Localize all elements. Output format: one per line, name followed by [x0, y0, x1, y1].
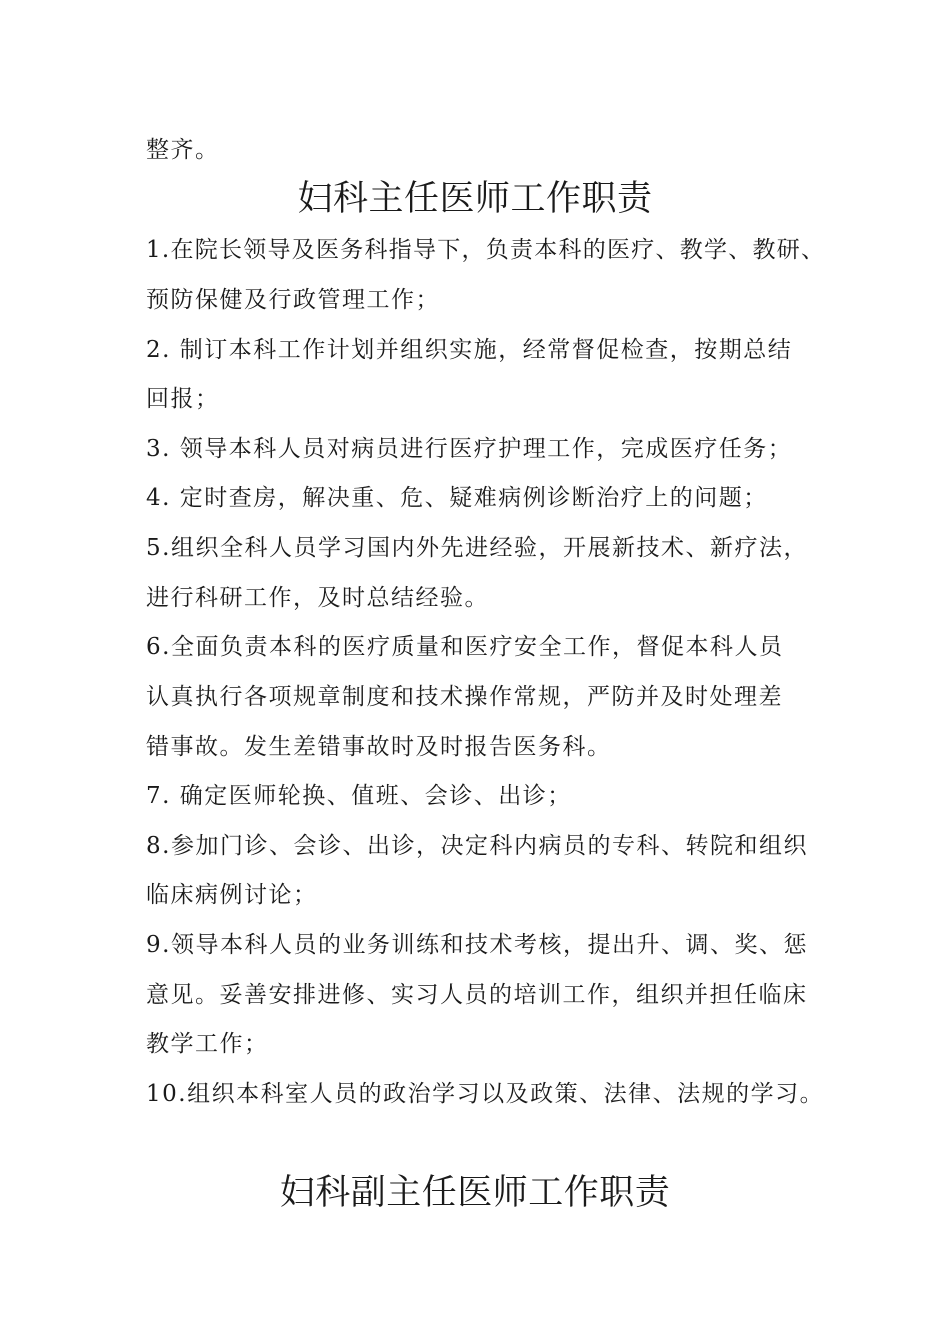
duty-line: 预防保健及行政管理工作； [146, 287, 440, 313]
duty-line: 错事故。发生差错事故时及时报告医务科。 [146, 734, 612, 760]
leading-fragment: 整齐。 [146, 137, 220, 163]
duty-line: 进行科研工作，及时总结经验。 [146, 585, 489, 611]
duty-line: 4. 定时查房，解决重、危、疑难病例诊断治疗上的问题； [146, 485, 768, 511]
duty-line: 回报； [146, 386, 220, 412]
duty-line: 认真执行各项规章制度和技术操作常规，严防并及时处理差 [146, 684, 783, 710]
duty-line: 10.组织本科室人员的政治学习以及政策、法律、法规的学习。 [146, 1081, 825, 1107]
duty-line: 7. 确定医师轮换、值班、会诊、出诊； [146, 783, 572, 809]
duty-line: 意见。妥善安排进修、实习人员的培训工作，组织并担任临床 [146, 982, 808, 1008]
duty-line: 2. 制订本科工作计划并组织实施，经常督促检查，按期总结 [146, 337, 793, 363]
duty-line: 临床病例讨论； [146, 882, 318, 908]
section-title-director: 妇科主任医师工作职责 [297, 179, 653, 219]
duty-line: 6.全面负责本科的医疗质量和医疗安全工作，督促本科人员 [146, 634, 784, 660]
duty-line: 9.领导本科人员的业务训练和技术考核，提出升、调、奖、惩 [146, 932, 808, 958]
duty-line: 3. 领导本科人员对病员进行医疗护理工作，完成医疗任务； [146, 436, 793, 462]
section-title-deputy-director: 妇科副主任医师工作职责 [279, 1173, 671, 1213]
duty-line: 1.在院长领导及医务科指导下，负责本科的医疗、教学、教研、 [146, 237, 826, 263]
duty-line: 5.组织全科人员学习国内外先进经验，开展新技术、新疗法， [146, 535, 808, 561]
duty-line: 教学工作； [146, 1031, 269, 1057]
duty-line: 8.参加门诊、会诊、出诊，决定科内病员的专科、转院和组织 [146, 833, 808, 859]
